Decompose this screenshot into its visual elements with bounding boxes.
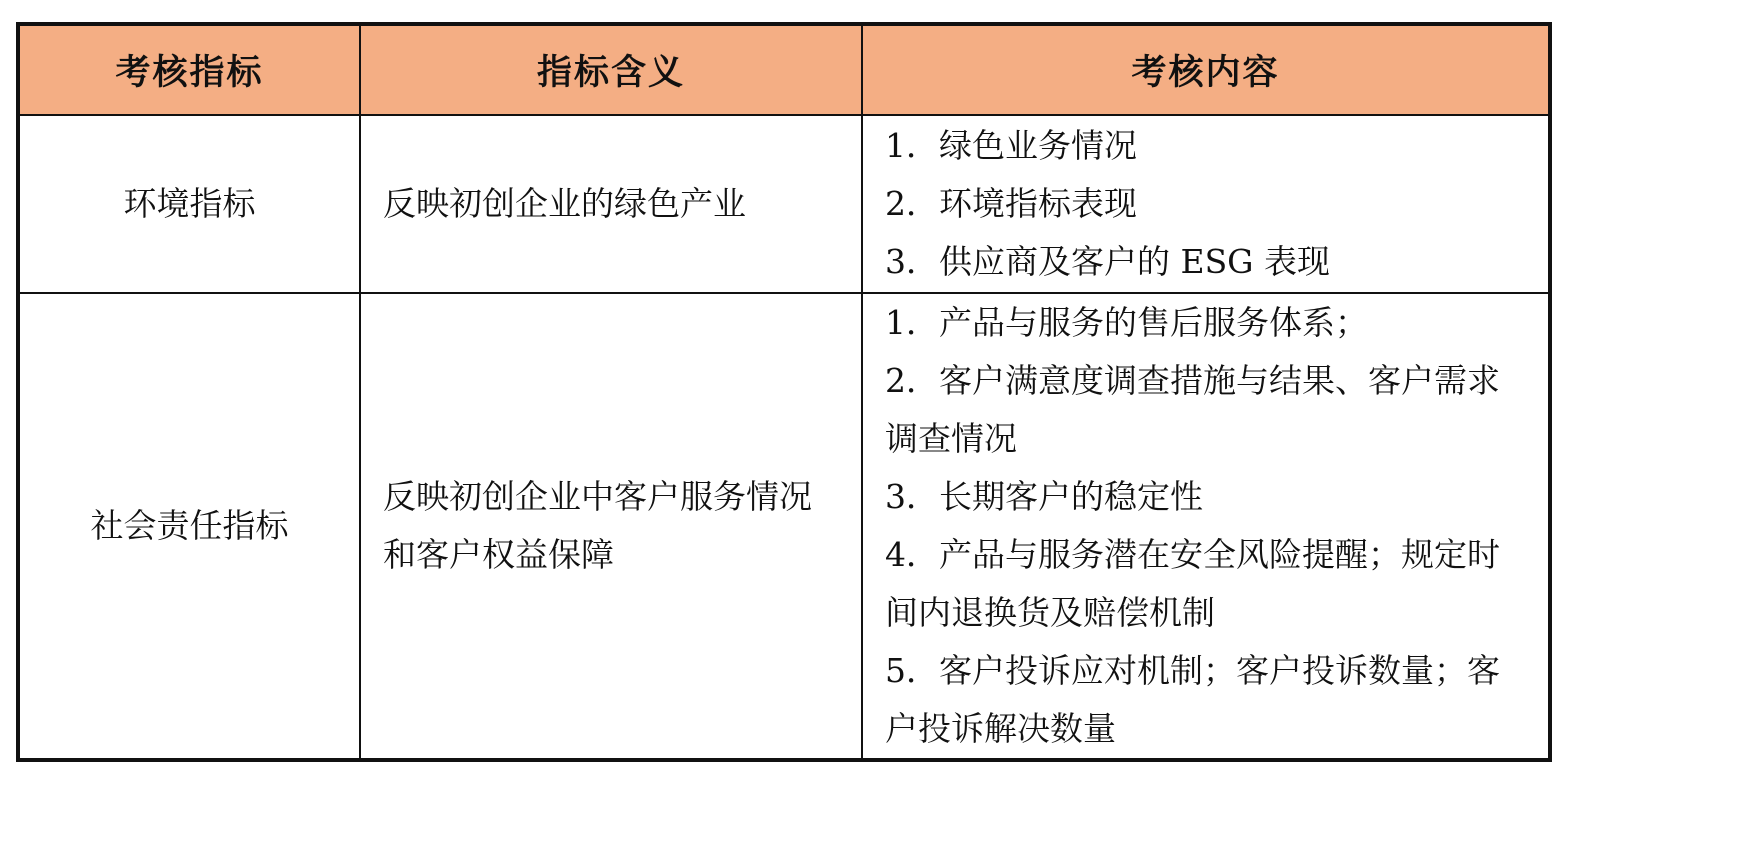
content-item: 4．产品与服务潜在安全风险提醒；规定时间内退换货及赔偿机制 bbox=[885, 535, 1500, 632]
content-cell bbox=[862, 293, 1550, 760]
meaning-cell: 反映初创企业的绿色产业 bbox=[360, 115, 862, 293]
meaning-cell: 反映初创企业中客户服务情况和客户权益保障 bbox=[360, 293, 862, 760]
content-item: 3．供应商及客户的 ESG 表现 bbox=[885, 242, 1331, 281]
assessment-table-container bbox=[16, 22, 1748, 762]
content-item: 2．环境指标表现 bbox=[885, 184, 1137, 223]
content-item: 5．客户投诉应对机制；客户投诉数量；客户投诉解决数量 bbox=[885, 651, 1500, 748]
header-meaning: 指标含义 bbox=[360, 24, 862, 115]
table-row bbox=[18, 293, 1550, 760]
assessment-table bbox=[16, 22, 1552, 762]
content-item: 1．绿色业务情况 bbox=[885, 126, 1137, 165]
content-cell bbox=[862, 115, 1550, 293]
table-row bbox=[18, 115, 1550, 293]
content-item: 2．客户满意度调查措施与结果、客户需求调查情况 bbox=[885, 361, 1500, 458]
header-indicator: 考核指标 bbox=[18, 24, 360, 115]
indicator-cell: 环境指标 bbox=[18, 115, 360, 293]
table-header-row bbox=[18, 24, 1550, 115]
content-item: 3．长期客户的稳定性 bbox=[885, 477, 1203, 516]
content-item: 1．产品与服务的售后服务体系； bbox=[885, 303, 1368, 342]
indicator-cell: 社会责任指标 bbox=[18, 293, 360, 760]
header-content: 考核内容 bbox=[862, 24, 1550, 115]
